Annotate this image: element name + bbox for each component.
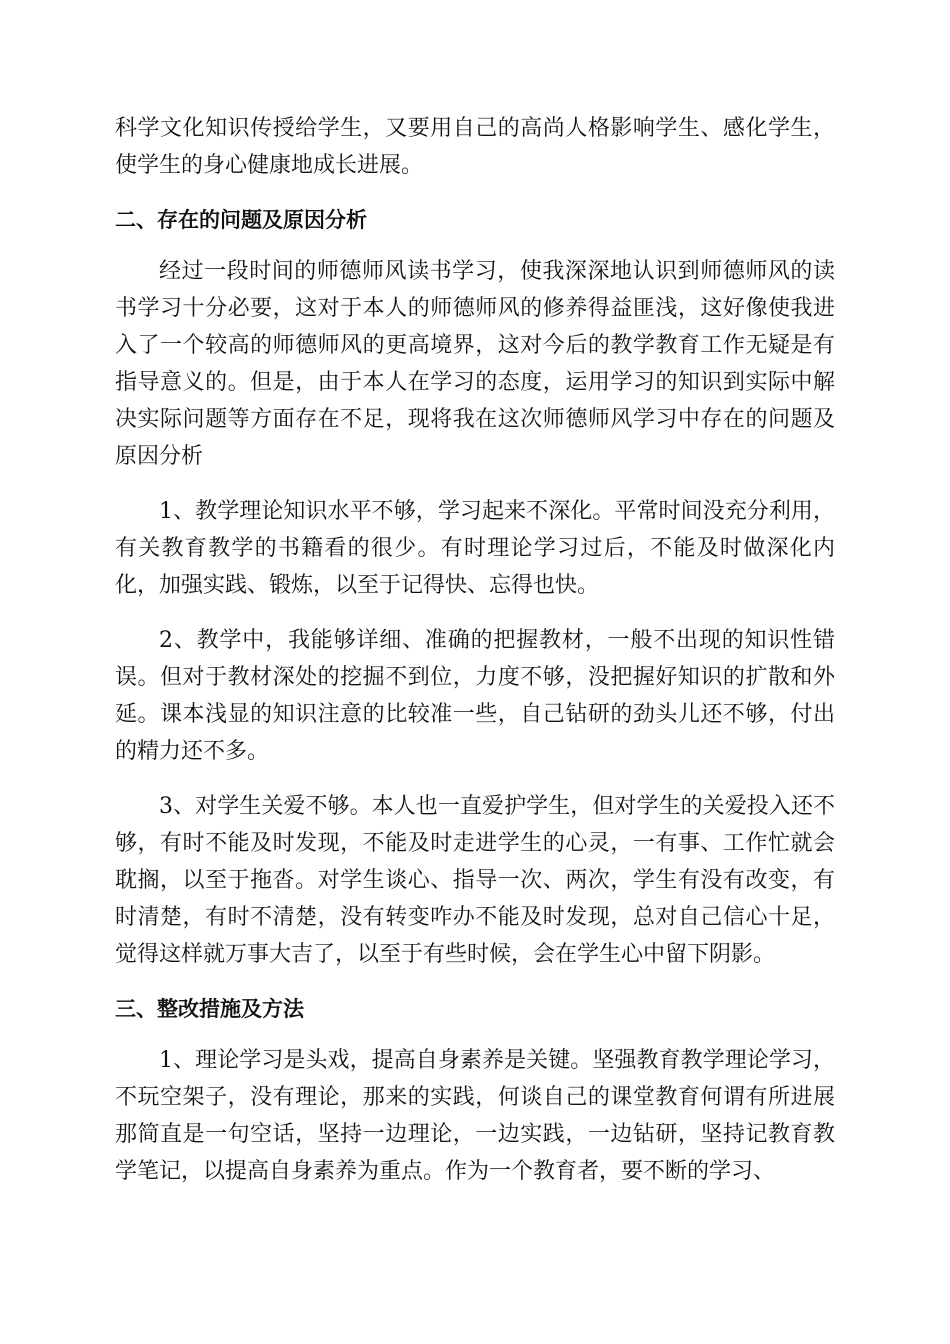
- problem-item-1: 1、教学理论知识水平不够，学习起来不深化。平常时间没充分利用，有关教育教学的书籍看的很少。有时理论学习过后，不能及时做深化内化，加强实践、锻炼，以至于记得快、忘得也快。: [115, 499, 835, 598]
- section-heading-measures: 三、整改措施及方法: [115, 997, 304, 1021]
- document-page: [115, 110, 835, 1190]
- problem-item-2: 2、教学中，我能够详细、准确的把握教材，一般不出现的知识性错误。但对于教材深处的挖掘不到位，力度不够，没把握好知识的扩散和外延。课本浅显的知识注意的比较准一些，自己钻研的劲头儿还不够，付出的精力还不多。: [115, 628, 835, 764]
- measure-item-1: 1、理论学习是头戏，提高自身素养是关键。坚强教育教学理论学习，不玩空架子，没有理论，那来的实践，何谈自己的课堂教育何谓有所进展那简直是一句空话，坚持一边理论，一边实践，一边钻研，坚持记教育教学笔记，以提高自身素养为重点。作为一个教育者，要不断的学习、: [115, 1048, 835, 1184]
- section-heading-problems: 二、存在的问题及原因分析: [115, 208, 367, 232]
- problems-intro-paragraph: 经过一段时间的师德师风读书学习，使我深深地认识到师德师风的读书学习十分必要，这对于本人的师德师风的修养得益匪浅，这好像使我进入了一个较高的师德师风的更高境界，这对今后的教学教育工作无疑是有指导意义的。但是，由于本人在学习的态度，运用学习的知识到实际中解决实际问题等方面存在不足，现将我在这次师德师风学习中存在的问题及原因分析: [115, 259, 835, 469]
- intro-paragraph: 科学文化知识传授给学生，又要用自己的高尚人格影响学生、感化学生，使学生的身心健康地成长进展。: [115, 116, 835, 178]
- problem-item-3: 3、对学生关爱不够。本人也一直爱护学生，但对学生的关爱投入还不够，有时不能及时发现，不能及时走进学生的心灵，一有事、工作忙就会耽搁，以至于拖沓。对学生谈心、指导一次、两次，学生有没有改变，有时清楚，有时不清楚，没有转变咋办不能及时发现，总对自己信心十足，觉得这样就万事大吉了，以至于有些时候，会在学生心中留下阴影。: [115, 794, 835, 967]
